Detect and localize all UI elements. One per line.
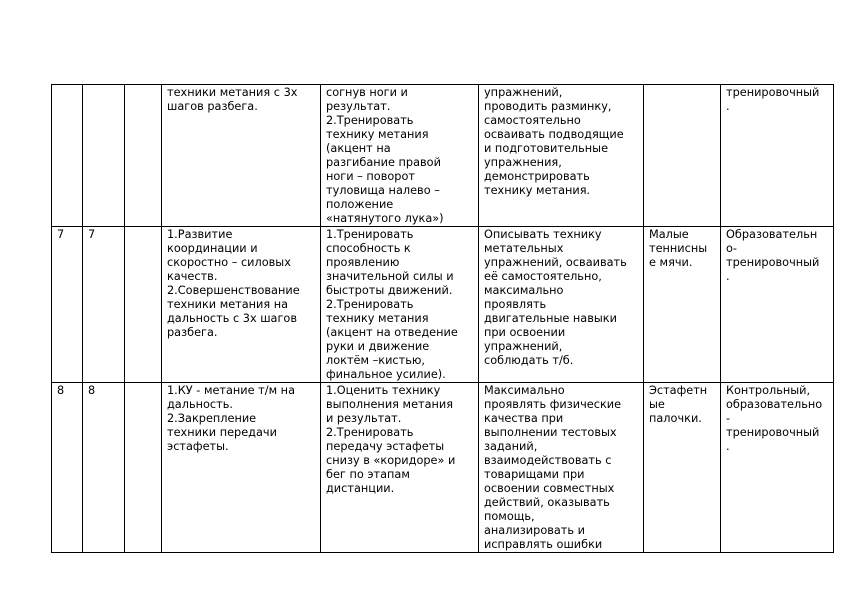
table-row [52, 383, 834, 553]
empty-cell [125, 383, 162, 553]
lesson-number-cell: 7 [52, 227, 83, 383]
lesson-type-cell: Контрольный, образовательно - тренировочный . [721, 383, 834, 553]
topic-cell: техники метания с 3х шагов разбега. [162, 85, 321, 227]
lesson-number-cell [52, 85, 83, 227]
lesson-type-cell: тренировочный . [721, 85, 834, 227]
equipment-cell: Эстафетн ые палочки. [644, 383, 721, 553]
topic-cell: 1.КУ - метание т/м на дальность. 2.Закрепление техники передачи эстафеты. [162, 383, 321, 553]
tasks-cell: 1.Тренировать способность к проявлению значительной силы и быстроты движений. 2.Тренировать технику метания (акцент на отведение руки и движение локтём –кистью, финальное усилие). [321, 227, 479, 383]
empty-cell [125, 227, 162, 383]
lesson-number-cell: 8 [52, 383, 83, 553]
tasks-cell: согнув ноги и результат. 2.Тренировать технику метания (акцент на разгибание правой ноги – поворот туловища налево – положение «натянутого лука») [321, 85, 479, 227]
lesson-plan-table [51, 84, 834, 553]
lesson-type-cell: Образовательн о- тренировочный . [721, 227, 834, 383]
equipment-cell [644, 85, 721, 227]
equipment-cell: Малые теннисны е мячи. [644, 227, 721, 383]
lesson-number-cell: 7 [83, 227, 125, 383]
table-row [52, 227, 834, 383]
activities-cell: упражнений, проводить разминку, самостоятельно осваивать подводящие и подготовительные упражнения, демонстрировать технику метания. [479, 85, 644, 227]
activities-cell: Максимально проявлять физические качества при выполнении тестовых заданий, взаимодействовать с товарищами при освоении совместных действий, оказывать помощь, анализировать и исправлять ошибки [479, 383, 644, 553]
empty-cell [125, 85, 162, 227]
lesson-number-cell [83, 85, 125, 227]
lesson-number-cell: 8 [83, 383, 125, 553]
tasks-cell: 1.Оценить технику выполнения метания и результат. 2.Тренировать передачу эстафеты снизу в «коридоре» и бег по этапам дистанции. [321, 383, 479, 553]
topic-cell: 1.Развитие координации и скоростно – силовых качеств. 2.Совершенствование техники метания на дальность с 3х шагов разбега. [162, 227, 321, 383]
activities-cell: Описывать технику метательных упражнений, осваивать её самостоятельно, максимально проявлять двигательные навыки при освоении упражнений, соблюдать т/б. [479, 227, 644, 383]
table-row [52, 85, 834, 227]
